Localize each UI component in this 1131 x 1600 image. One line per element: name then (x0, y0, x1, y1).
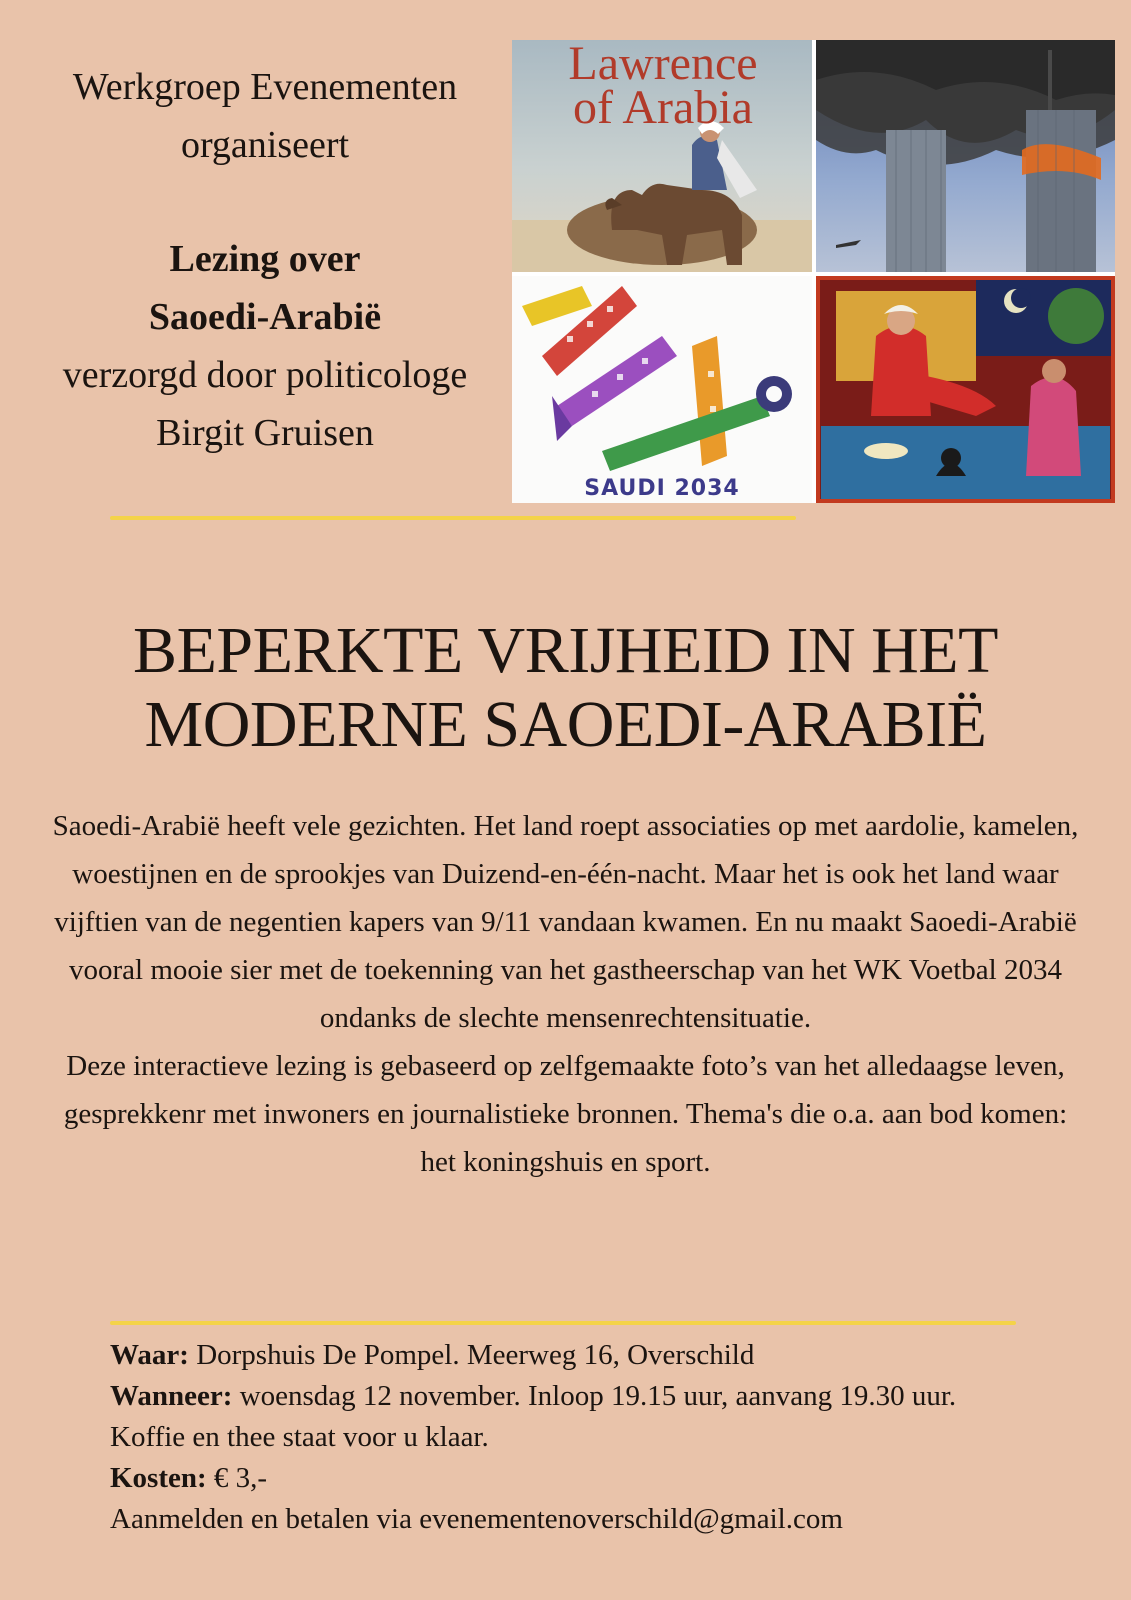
cost-line (110, 1458, 1070, 1499)
where-value: Dorpshuis De Pompel. Meerweg 16, Overschild (188, 1339, 755, 1371)
intro-block (30, 58, 500, 462)
talk-title-line1: Lezing over (169, 238, 361, 280)
description-paragraph-1: Saoedi-Arabië heeft vele gezichten. Het land roept associaties op met aardolie, kamelen, woestijnen en de sprookjes van Duizend-en-één-nacht. Maar het is ook het land waar vijftien van de negentien kapers van 9/11 vandaan kwamen. En nu maakt Saoedi-Arabië vooral mooie sier met de toekenning van het gastheerschap van het WK Voetbal 2034 ondanks de slechte mensenrechtensituatie. (52, 810, 1079, 1034)
by-line: verzorgd door politicologe (62, 354, 468, 396)
saudi-2034-label: SAUDI 2034 (584, 476, 740, 501)
coffee-line: Koffie en thee staat voor u klaar. (110, 1421, 489, 1453)
register-line: Aanmelden en betalen via evenementenoverschild@gmail.com (110, 1503, 843, 1535)
persian-miniature-image (816, 276, 1115, 503)
where-label: Waar: (110, 1339, 189, 1371)
speaker-name: Birgit Gruisen (156, 412, 374, 454)
lawrence-title: Lawrence of Arabia (568, 40, 758, 134)
event-details (110, 1335, 1070, 1540)
cost-value: € 3,- (206, 1462, 268, 1494)
cost-label: Kosten: (110, 1462, 207, 1494)
where-line (110, 1335, 1070, 1376)
headline-line1: BEPERKTE VRIJHEID IN HET (133, 614, 998, 687)
organizes-text: organiseert (180, 124, 350, 166)
camel-rider-image (512, 40, 812, 272)
organizer-name: Werkgroep Evenementen (72, 66, 458, 108)
when-value: woensdag 12 november. Inloop 19.15 uur, aanvang 19.30 uur. (232, 1380, 957, 1412)
image-collage (512, 40, 1115, 503)
talk-title-line2: Saoedi-Arabië (148, 296, 382, 338)
description (50, 802, 1081, 1186)
description-paragraph-2: Deze interactieve lezing is gebaseerd op zelfgemaakte foto’s van het alledaagse leven, gesprekkenr met inwoners en journalistieke bronnen. Thema's die o.a. aan bod komen: het koningshuis en sport. (63, 1050, 1068, 1178)
when-label: Wanneer: (110, 1380, 233, 1412)
headline-line2: MODERNE SAOEDI-ARABIË (144, 688, 987, 761)
when-line (110, 1376, 1070, 1417)
world-cup-logo-image (512, 276, 812, 503)
burning-towers-image (816, 40, 1115, 272)
divider-bottom (110, 1321, 1016, 1325)
headline (30, 614, 1101, 762)
divider-top (110, 516, 796, 520)
